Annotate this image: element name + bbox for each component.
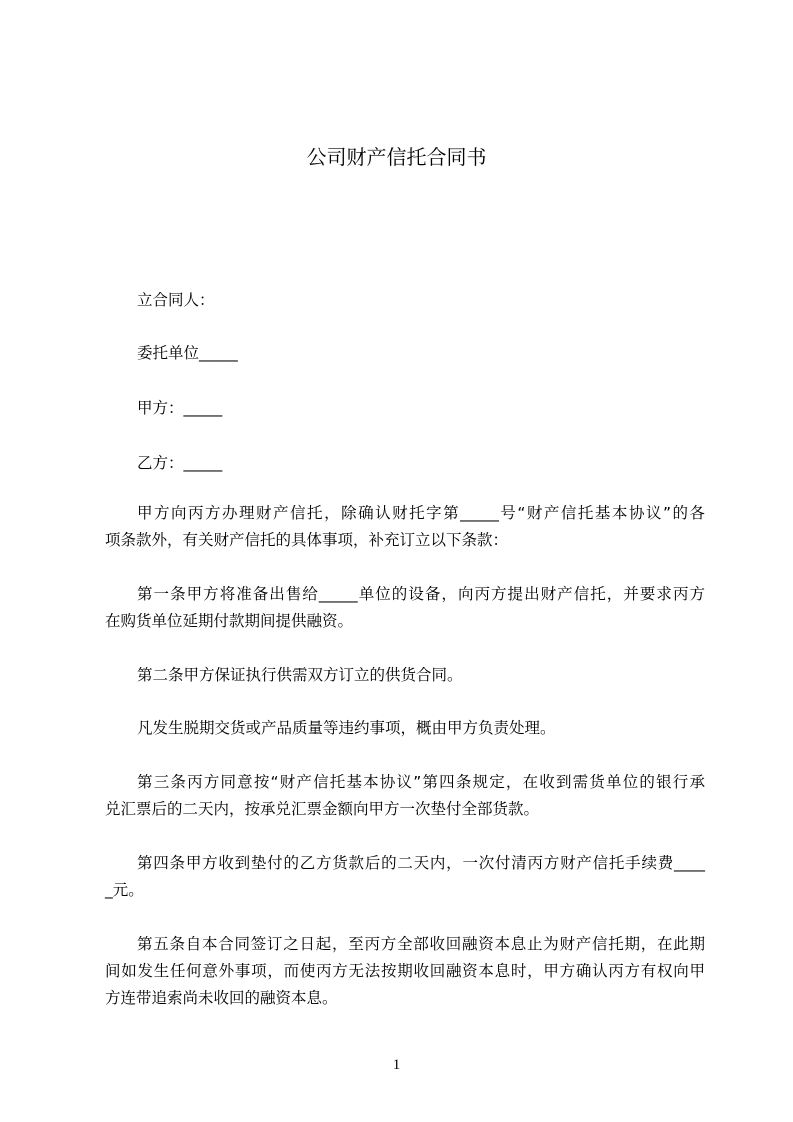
paragraph-line: 兑汇票后的二天内，按承兑汇票金额向甲方一次垫付全部货款。 xyxy=(105,800,540,818)
paragraph-line: 第四条甲方收到垫付的乙方货款后的二天内，一次付清丙方财产信托手续费____ xyxy=(137,854,705,872)
paragraph-line: 第一条甲方将准备出售给_____单位的设备，向丙方提出财产信托，并要求丙方 xyxy=(137,585,705,603)
paragraph-line: 甲方向丙方办理财产信托，除确认财托字第_____号“财产信托基本协议”的各 xyxy=(137,504,705,522)
paragraph-line: 间如发生任何意外事项，而使丙方无法按期收回融资本息时，甲方确认丙方有权向甲 xyxy=(105,962,705,980)
parties-label: 立合同人： xyxy=(137,291,215,309)
paragraph-line: _元。 xyxy=(105,881,144,899)
party-b: 乙方：_____ xyxy=(137,454,223,472)
paragraph-line: 第二条甲方保证执行供需双方订立的供货合同。 xyxy=(137,666,463,684)
paragraph-line: 凡发生脱期交货或产品质量等违约事项，概由甲方负责处理。 xyxy=(137,719,556,737)
paragraph-line: 项条款外，有关财产信托的具体事项，补充订立以下条款： xyxy=(105,531,509,549)
paragraph-line: 方连带追索尚未收回的融资本息。 xyxy=(105,989,338,1007)
page-number: 1 xyxy=(392,1057,401,1073)
party-a: 甲方：_____ xyxy=(137,399,223,417)
paragraph-line: 第五条自本合同签订之日起，至丙方全部收回融资本息止为财产信托期，在此期 xyxy=(137,935,705,953)
entrusting-unit: 委托单位_____ xyxy=(137,344,238,362)
document-title: 公司财产信托合同书 xyxy=(306,145,487,169)
paragraph-line: 第三条丙方同意按“财产信托基本协议”第四条规定，在收到需货单位的银行承 xyxy=(137,773,705,791)
paragraph-line: 在购货单位延期付款期间提供融资。 xyxy=(105,612,354,630)
